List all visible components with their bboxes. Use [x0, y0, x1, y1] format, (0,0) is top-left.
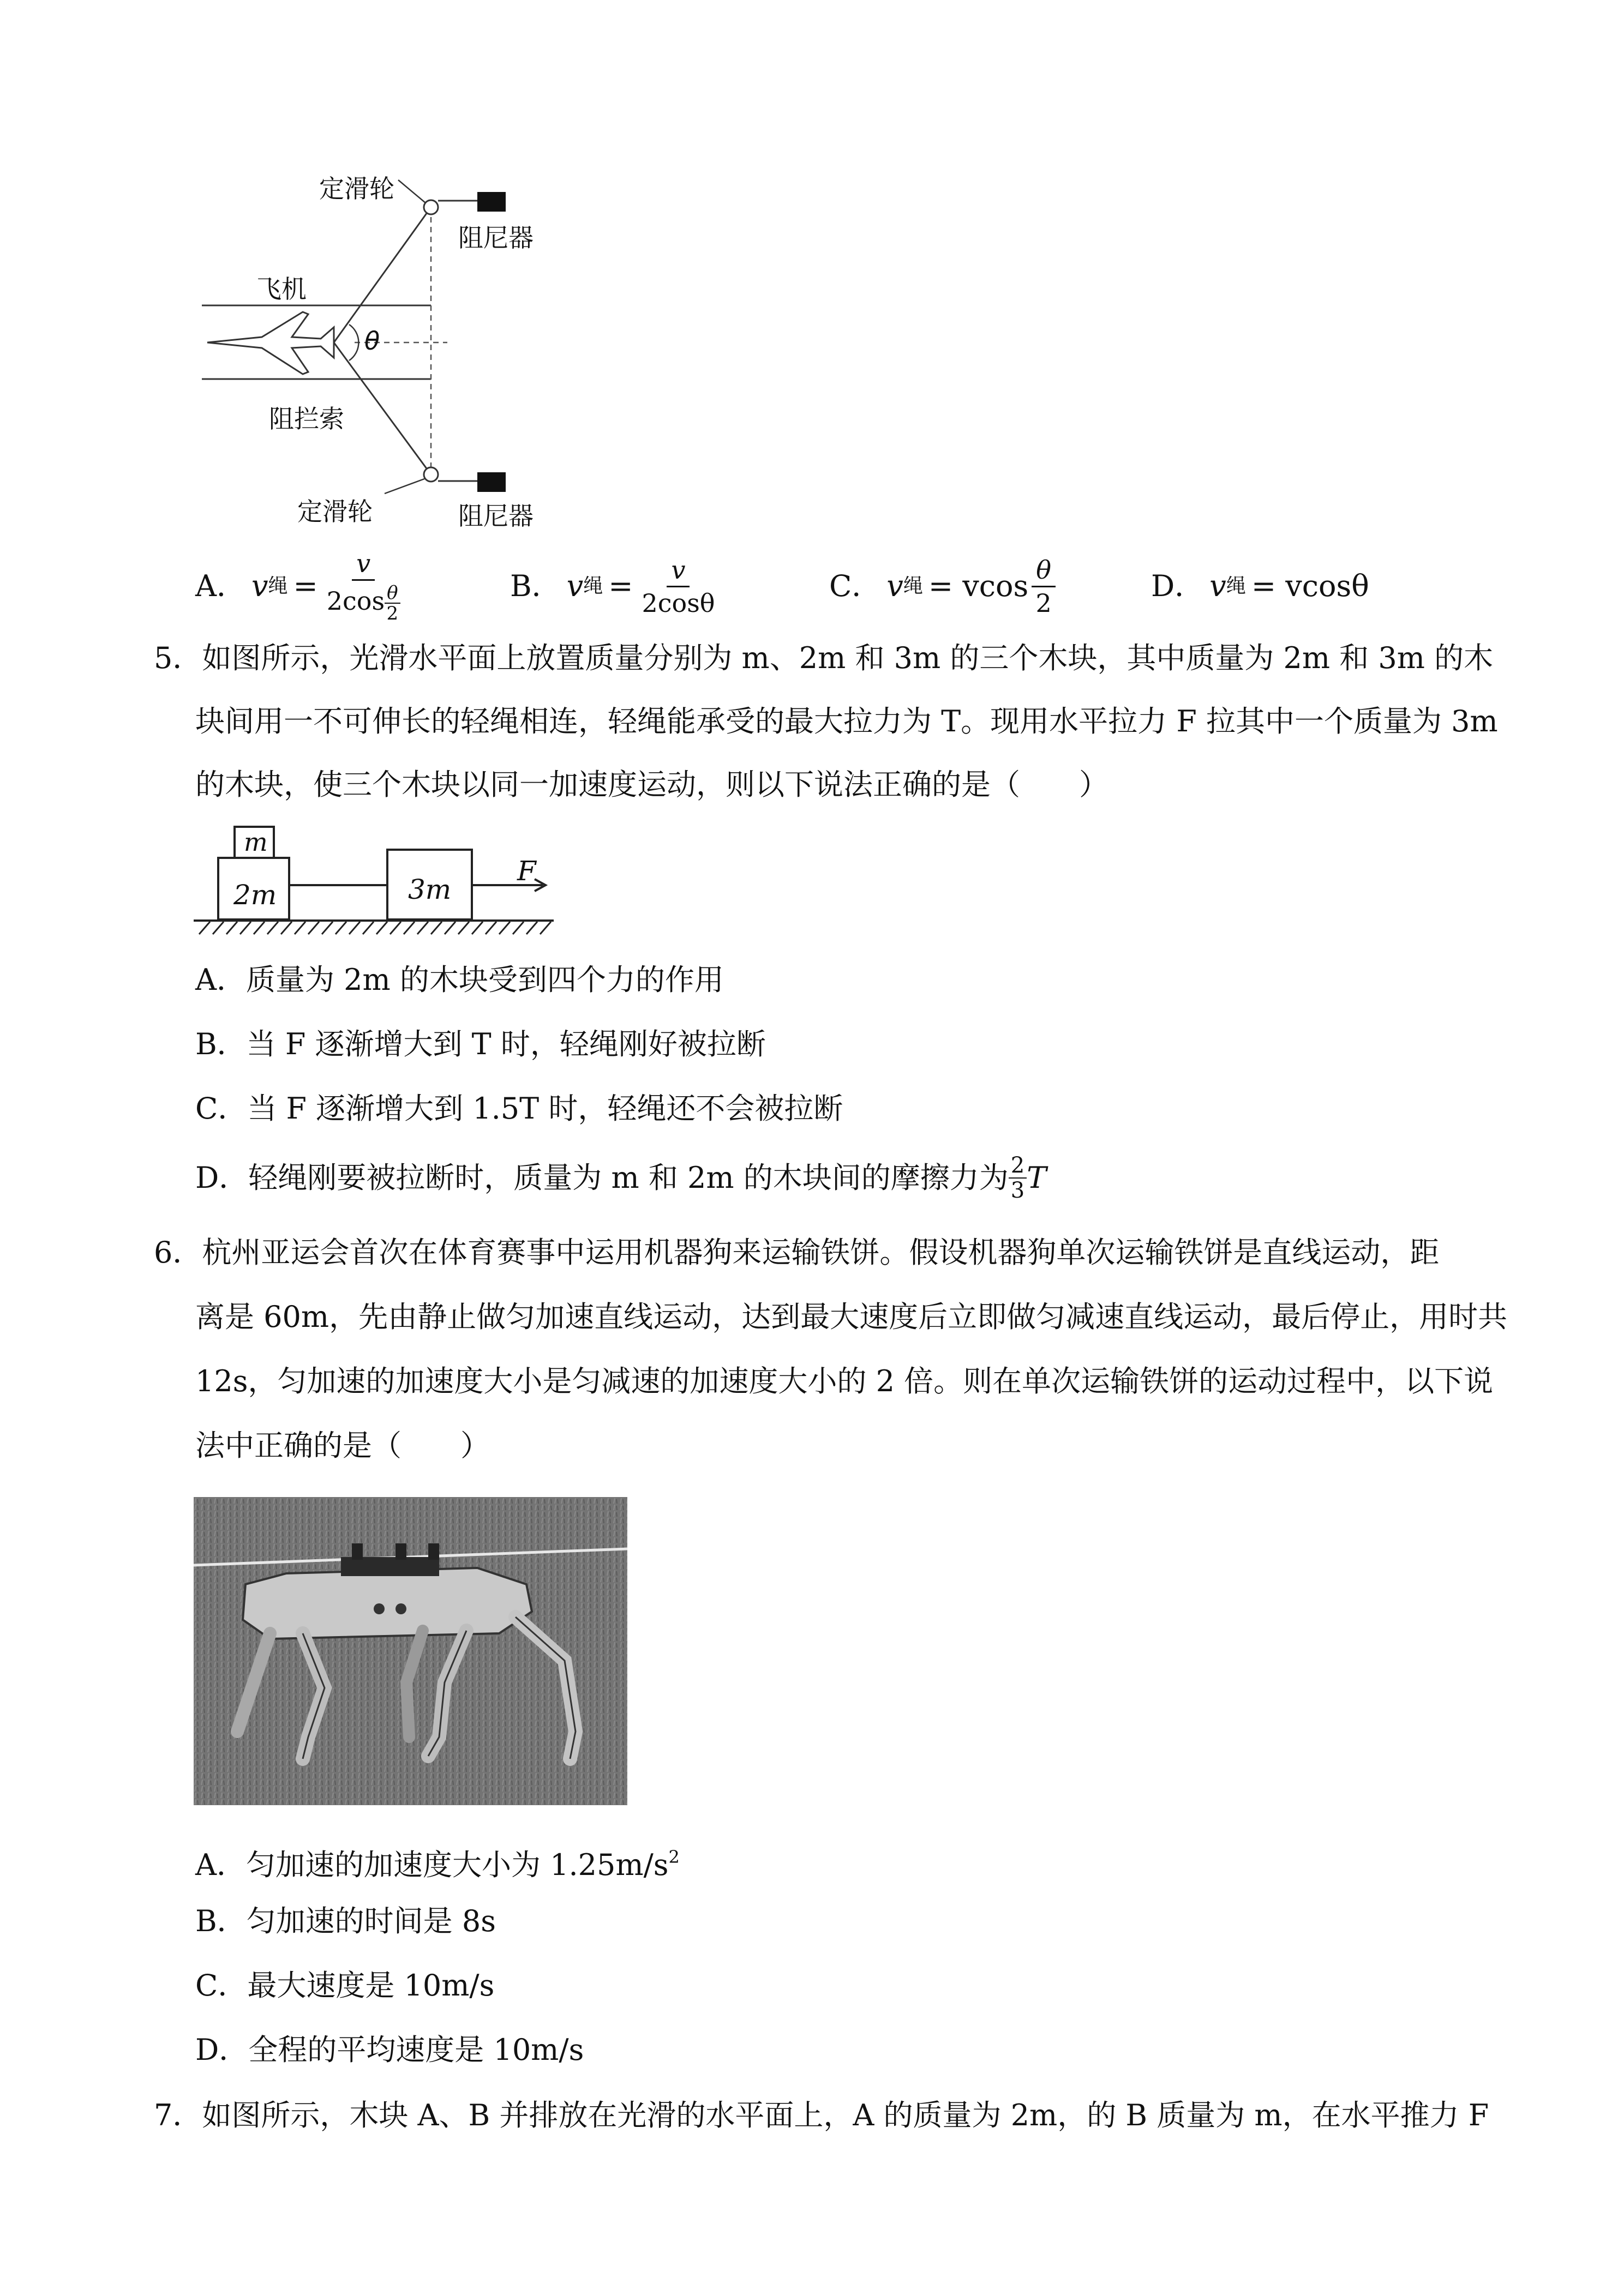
q6-line-3: 12s，匀加速的加速度大小是匀减速的加速度大小的 2 倍。则在单次运输铁饼的运动过程中，以下说	[195, 1364, 1494, 1398]
theta-label: θ	[364, 326, 380, 356]
arrestor-cable-diagram	[191, 158, 584, 540]
force-f-label: F	[517, 855, 536, 887]
q6-line-2: 离是 60m，先由静止做匀加速直线运动，达到最大速度后立即做匀减速直线运动，最后停止，用时共	[195, 1300, 1508, 1334]
pulley-top-label: 定滑轮	[319, 174, 394, 203]
theta: θ	[1032, 556, 1056, 587]
var-v: v	[566, 569, 584, 603]
numerator: 2	[1009, 1153, 1027, 1179]
q4-option-c[interactable]	[829, 545, 1059, 627]
damper-top-label: 阻尼器	[458, 223, 534, 253]
option-d-text: D．轻绳刚要被拉断时，质量为 m 和 2m 的木块间的摩擦力为	[195, 1161, 1009, 1195]
two: 2	[386, 602, 399, 624]
two-thirds	[1009, 1153, 1027, 1203]
option-b-label: B．	[510, 569, 561, 603]
denominator: 3	[1010, 1178, 1025, 1203]
den-text: 2cos	[326, 586, 385, 616]
denominator	[327, 581, 400, 623]
subscript-rope: 绳	[1226, 575, 1246, 597]
q7-line-1: 7．如图所示，木块 A、B 并排放在光滑的水平面上，A 的质量为 2m，的 B 质量为 m，在水平推力 F	[154, 2098, 1489, 2132]
q6-option-d[interactable]: D．全程的平均速度是 10m/s	[195, 2033, 584, 2067]
q5-option-c[interactable]: C．当 F 逐渐增大到 1.5T 时，轻绳还不会被拉断	[195, 1091, 843, 1126]
var-v: v	[1209, 569, 1226, 603]
q6-line-1: 6．杭州亚运会首次在体育赛事中运用机器狗来运输铁饼。假设机器狗单次运输铁饼是直线运动，距	[154, 1235, 1440, 1270]
q4-option-b[interactable]	[510, 545, 718, 627]
q5-option-b[interactable]: B．当 F 逐渐增大到 T 时，轻绳刚好被拉断	[195, 1027, 766, 1061]
robot-dog-icon	[194, 1497, 627, 1805]
q6-option-a[interactable]	[195, 1842, 680, 1880]
q6-line-4: 法中正确的是（ ）	[195, 1428, 490, 1463]
fraction	[327, 550, 400, 623]
expression: = vcos	[928, 569, 1029, 603]
subscript-rope: 绳	[903, 575, 923, 597]
equals-sign: =	[293, 569, 318, 603]
q6-option-b[interactable]: B．匀加速的时间是 8s	[195, 1904, 496, 1938]
block-m-label: m	[244, 827, 268, 857]
option-a-label: A．	[195, 569, 246, 603]
expression: = vcosθ	[1251, 569, 1369, 603]
theta: θ	[385, 583, 400, 604]
numerator: v	[352, 550, 375, 581]
q4-option-d[interactable]	[1151, 545, 1369, 627]
two: 2	[1035, 588, 1052, 618]
block-3m-label: 3m	[408, 874, 452, 905]
robot-dog-photo	[194, 1497, 627, 1805]
var-T: T	[1027, 1161, 1047, 1195]
cable-label: 阻拦索	[269, 404, 344, 434]
q5-line-1: 5．如图所示，光滑水平面上放置质量分别为 m、2m 和 3m 的三个木块，其中质量为 2m 和 3m 的木	[154, 641, 1494, 675]
option-a-text: A．匀加速的加速度大小为 1.25m/s	[195, 1848, 669, 1882]
option-c-label: C．	[829, 569, 882, 603]
option-d-label: D．	[1151, 569, 1204, 603]
half-theta	[1032, 556, 1056, 617]
fraction	[642, 556, 715, 617]
subscript-rope: 绳	[268, 575, 288, 597]
pulley-bottom-label: 定滑轮	[297, 497, 373, 526]
equals-sign: =	[608, 569, 633, 603]
var-v: v	[251, 569, 268, 603]
q5-option-a[interactable]: A．质量为 2m 的木块受到四个力的作用	[195, 963, 724, 997]
denominator: 2cosθ	[642, 588, 715, 618]
q4-option-a[interactable]	[195, 545, 404, 627]
q5-option-d[interactable]	[195, 1148, 1046, 1208]
superscript: 2	[668, 1847, 680, 1867]
var-v: v	[886, 569, 903, 603]
half-theta	[385, 583, 400, 623]
q6-option-c[interactable]: C．最大速度是 10m/s	[195, 1968, 495, 2003]
damper-bottom-label: 阻尼器	[458, 501, 534, 531]
block-2m-label: 2m	[233, 879, 277, 911]
numerator: v	[667, 556, 690, 587]
q5-line-3: 的木块，使三个木块以同一加速度运动，则以下说法正确的是（ ）	[195, 767, 1108, 802]
q5-line-2: 块间用一不可伸长的轻绳相连，轻绳能承受的最大拉力为 T。现用水平拉力 F 拉其中一个质量为 3m	[195, 704, 1498, 738]
plane-label: 飞机	[256, 274, 307, 304]
subscript-rope: 绳	[583, 575, 603, 597]
